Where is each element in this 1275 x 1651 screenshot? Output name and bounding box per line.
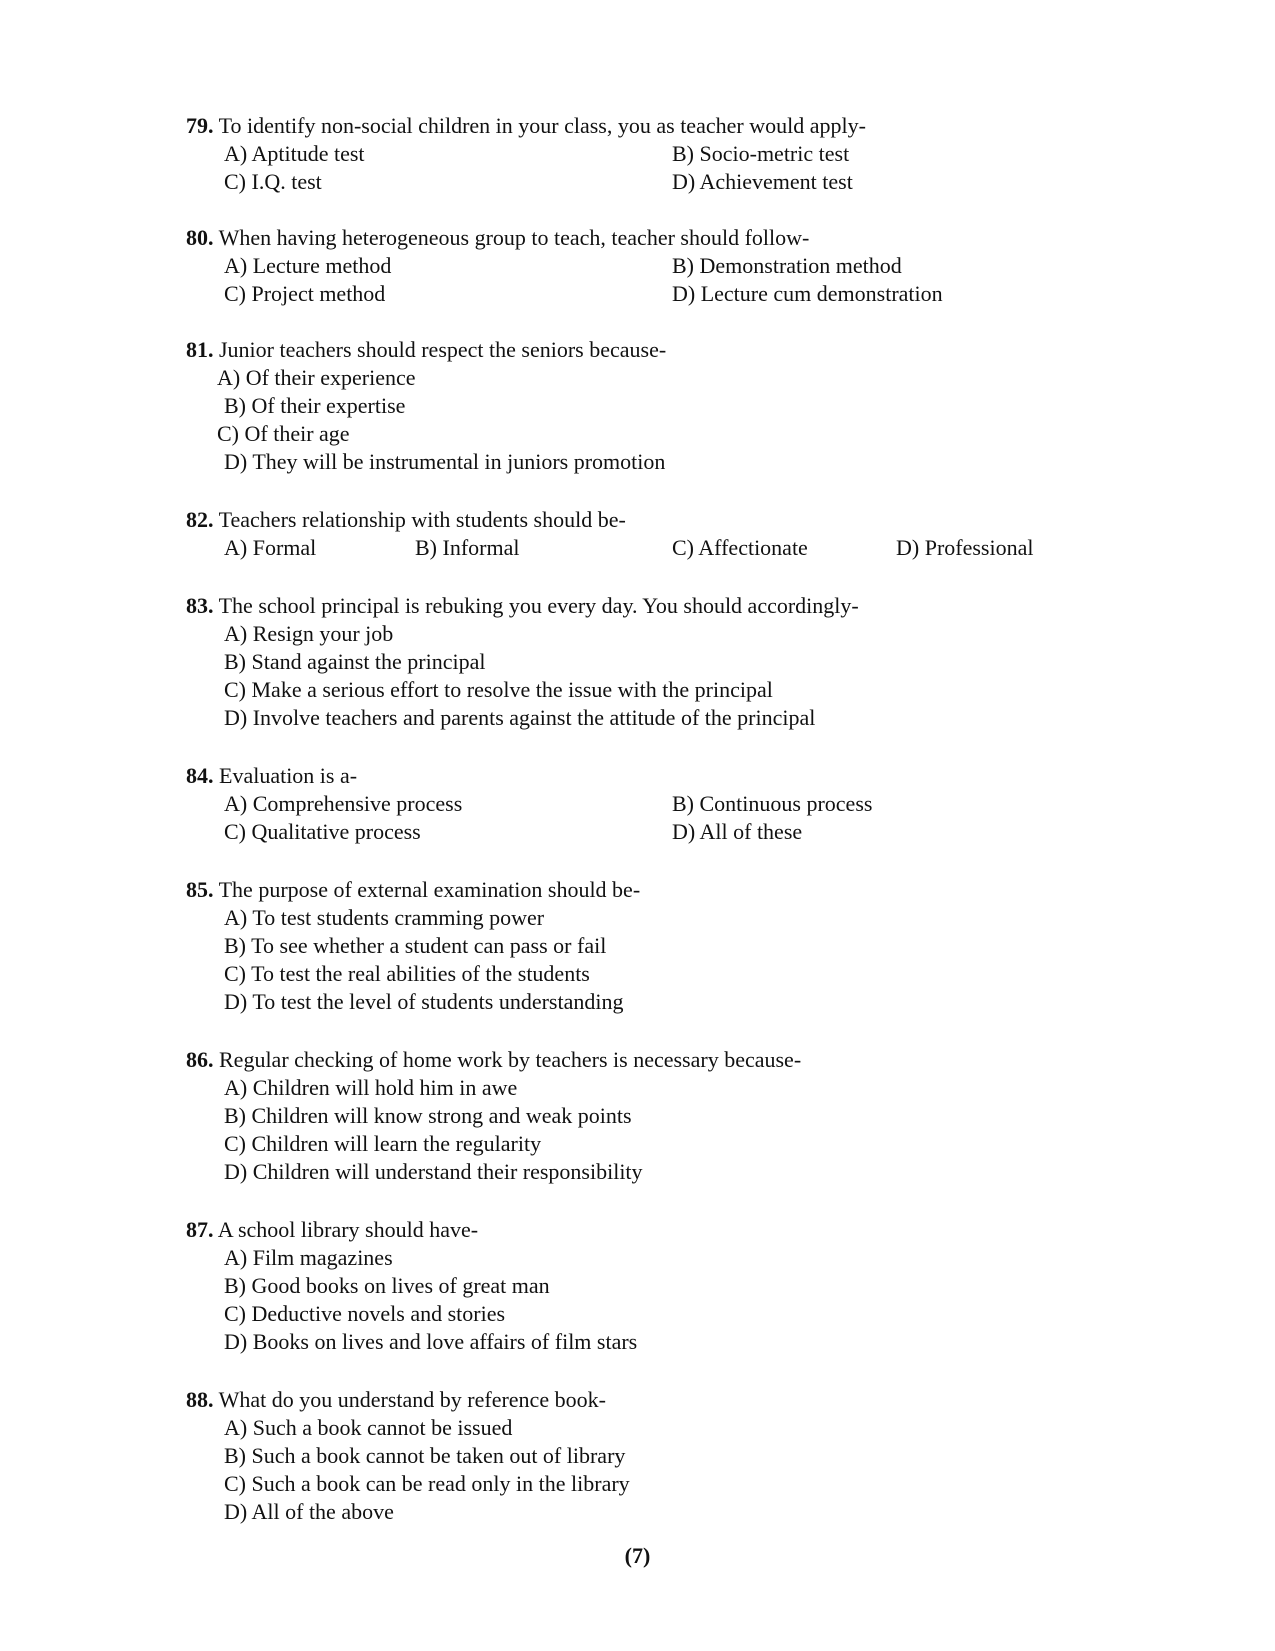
question-number: 82. <box>186 507 214 532</box>
option-d: D) Lecture cum demonstration <box>672 281 943 306</box>
option-c: C) Affectionate <box>672 535 808 560</box>
option-a: A) Film magazines <box>224 1245 393 1270</box>
question-stem <box>186 1386 606 1414</box>
option-a: A) Lecture method <box>224 253 392 278</box>
option-b: B) Stand against the principal <box>224 649 486 674</box>
option-d: D) Children will understand their responsibility <box>224 1159 643 1184</box>
option-b: B) Continuous process <box>672 791 873 816</box>
question-number: 84. <box>186 763 214 788</box>
option-d: D) They will be instrumental in juniors promotion <box>224 449 666 474</box>
option-b: B) To see whether a student can pass or fail <box>224 933 607 958</box>
question-text: The school principal is rebuking you every day. You should accordingly- <box>218 593 859 618</box>
option-a: A) Formal <box>224 535 317 560</box>
option-a: A) Children will hold him in awe <box>224 1075 518 1100</box>
option-b: B) Of their expertise <box>224 393 406 418</box>
question-stem <box>186 112 866 140</box>
question-stem <box>186 762 357 790</box>
option-a: A) Such a book cannot be issued <box>224 1415 513 1440</box>
question-text: What do you understand by reference book- <box>218 1387 606 1412</box>
option-d: D) Books on lives and love affairs of film stars <box>224 1329 638 1354</box>
question-text: Teachers relationship with students should be- <box>218 507 626 532</box>
question-stem <box>186 876 640 904</box>
option-d: D) Involve teachers and parents against the attitude of the principal <box>224 705 816 730</box>
option-c: C) Project method <box>224 281 386 306</box>
option-c: C) Deductive novels and stories <box>224 1301 506 1326</box>
question-stem <box>186 506 626 534</box>
option-c: C) Qualitative process <box>224 819 421 844</box>
option-d: D) All of these <box>672 819 803 844</box>
option-b: B) Such a book cannot be taken out of library <box>224 1443 626 1468</box>
option-d: D) All of the above <box>224 1499 394 1524</box>
option-c: C) Such a book can be read only in the library <box>224 1471 630 1496</box>
question-number: 88. <box>186 1387 214 1412</box>
question-number: 81. <box>186 337 214 362</box>
option-c: C) Make a serious effort to resolve the issue with the principal <box>224 677 773 702</box>
option-c: C) Of their age <box>217 421 350 446</box>
option-a: A) Aptitude test <box>224 141 365 166</box>
question-number: 79. <box>186 113 214 138</box>
question-text: When having heterogeneous group to teach, teacher should follow- <box>218 225 810 250</box>
question-stem <box>186 336 666 364</box>
option-c: C) Children will learn the regularity <box>224 1131 542 1156</box>
question-text: To identify non-social children in your class, you as teacher would apply- <box>218 113 866 138</box>
option-b: B) Children will know strong and weak points <box>224 1103 632 1128</box>
question-number: 80. <box>186 225 214 250</box>
option-b: B) Good books on lives of great man <box>224 1273 550 1298</box>
option-d: D) Professional <box>896 535 1034 560</box>
question-stem <box>186 592 859 620</box>
question-text: Junior teachers should respect the seniors because- <box>219 337 667 362</box>
option-a: A) To test students cramming power <box>224 905 545 930</box>
option-c: C) To test the real abilities of the students <box>224 961 590 986</box>
option-c: C) I.Q. test <box>224 169 322 194</box>
question-text: Regular checking of home work by teachers is necessary because- <box>219 1047 802 1072</box>
option-b: B) Socio-metric test <box>672 141 850 166</box>
option-d: D) To test the level of students understanding <box>224 989 624 1014</box>
question-number: 85. <box>186 877 214 902</box>
question-text: The purpose of external examination should be- <box>218 877 641 902</box>
option-b: B) Demonstration method <box>672 253 902 278</box>
question-stem <box>186 224 809 252</box>
option-a: A) Resign your job <box>224 621 394 646</box>
question-number: 87. <box>186 1217 214 1242</box>
question-stem <box>186 1216 478 1244</box>
question-text: A school library should have- <box>217 1217 479 1242</box>
option-a: A) Comprehensive process <box>224 791 463 816</box>
question-text: Evaluation is a- <box>219 763 358 788</box>
option-b: B) Informal <box>415 535 520 560</box>
question-number: 83. <box>186 593 214 618</box>
question-stem <box>186 1046 801 1074</box>
question-number: 86. <box>186 1047 214 1072</box>
option-a: A) Of their experience <box>217 365 416 390</box>
page-number: (7) <box>624 1543 651 1568</box>
option-d: D) Achievement test <box>672 169 853 194</box>
